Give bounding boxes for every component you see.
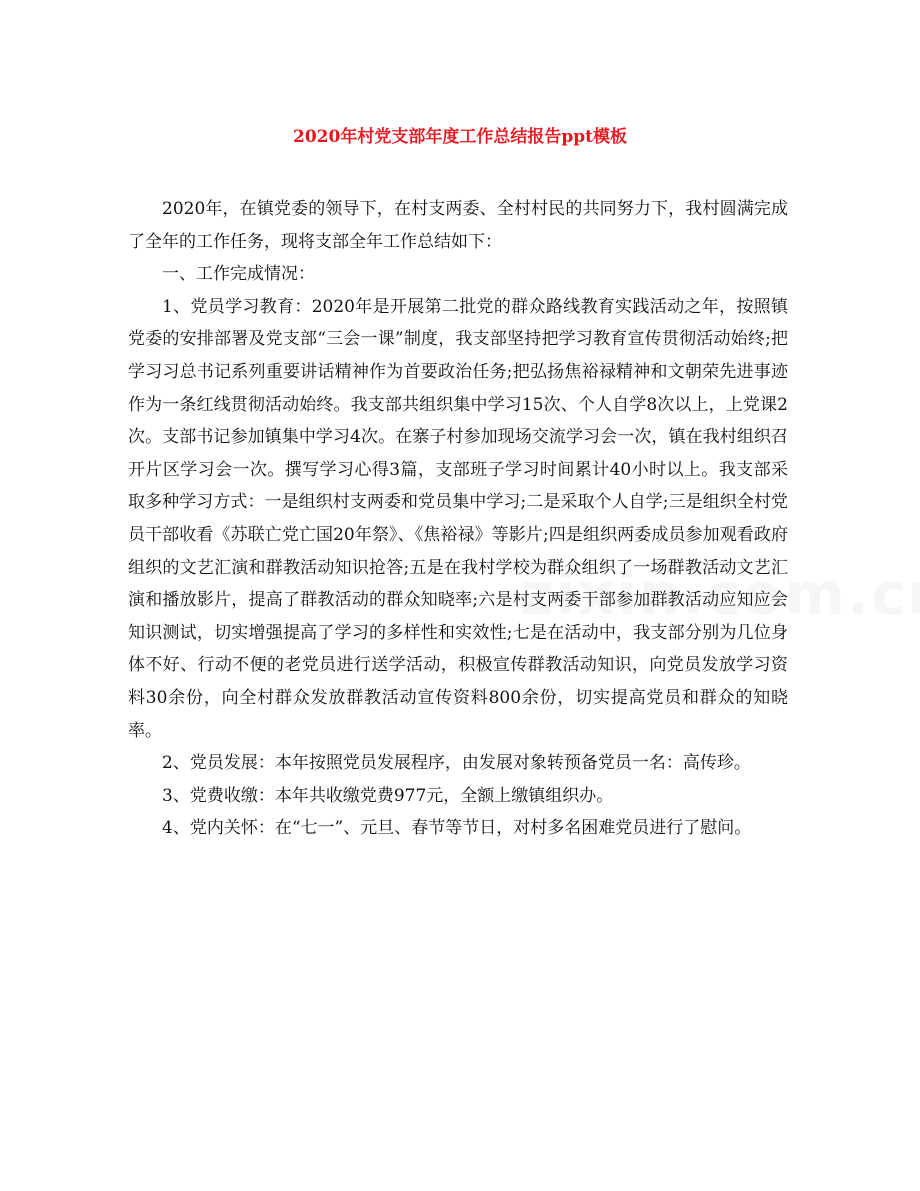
paragraph-member-development: 2、党员发展：本年按照党员发展程序，由发展对象转预备党员一名：高传珍。 [162, 753, 751, 774]
document-body [128, 193, 788, 845]
paragraph-dues-collection: 3、党费收缴：本年共收缴党费977元，全额上缴镇组织办。 [162, 785, 614, 806]
document-title: 2020年村党支部年度工作总结报告ppt模板 [293, 127, 627, 147]
paragraph-intro: 2020年，在镇党委的领导下，在村支两委、全村村民的共同努力下，我村圆满完成了全年的工作任务，现将支部全年工作总结如下： [128, 199, 788, 252]
paragraph-party-care: 4、党内关怀：在“七一”、元旦、春节等节日，对村多名困难党员进行了慰问。 [162, 818, 752, 839]
paragraph-section-heading: 一、工作完成情况： [162, 264, 315, 285]
paragraph-study-education: 1、党员学习教育：2020年是开展第二批党的群众路线教育实践活动之年，按照镇党委的安排部署及党支部“三会一课”制度，我支部坚持把学习教育宣传贯彻活动始终;把学习习总书记系列重要讲话精神作为首要政治任务;把弘扬焦裕禄精神和文朝荣先进事迹作为一条红线贯彻活动始终。我支部共组织集中学习15次、个人自学8次以上，上党课2次。支部书记参加镇集中学习4次。在寨子村参加现场交流学习会一次，镇在我村组织召开片区学习会一次。撰写学习心得3篇，支部班子学习时间累计40小时以上。我支部采取多种学习方式：一是组织村支两委和党员集中学习;二是采取个人自学;三是组织全村党员干部收看《苏联亡党亡国20年祭》、《焦裕禄》等影片;四是组织两委成员参加观看政府组织的文艺汇演和群教活动知识抢答;五是在我村学校为群众组织了一场群教活动文艺汇演和播放影片，提高了群教活动的群众知晓率;六是村支两委干部参加群教活动应知应会知识测试，切实增强提高了学习的多样性和实效性;七是在活动中，我支部分别为几位身体不好、行动不便的老党员进行送学活动，积极宣传群教活动知识，向党员发放学习资料30余份，向全村群众发放群教活动宣传资料800余份，切实提高党员和群众的知晓率。 [128, 296, 788, 741]
